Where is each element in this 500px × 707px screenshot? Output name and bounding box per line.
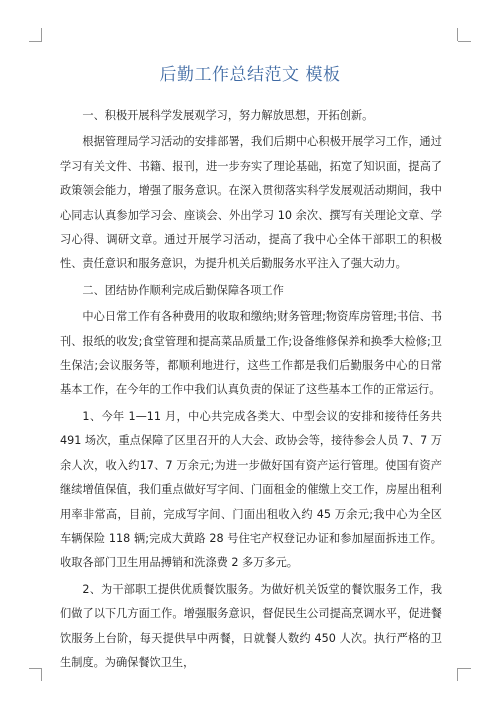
crop-mark-top-left-vertical [41,28,42,41]
body-paragraph: 根据管理局学习活动的安排部署，我们后期中心积极开展学习工作，通过学习有关文件、书籍、报刊，进一步夯实了理论基础，拓宽了知识面，提高了政策领会能力，增强了服务意识。在深入贯彻落实科学发展观活动期间，我中心同志认真参加学习会、座谈会、外出学习 10 余次、撰写有关理论文章、学习心得、调研文章。通过开展学习活动，提高了我中心全体干部职工的积极性、责任意识和服务意识，为提升机关后勤服务水平注入了强大动力。 [60,135,442,271]
crop-mark-bottom-right-horizontal [458,668,471,669]
document-body [60,104,442,677]
crop-mark-top-left-horizontal [29,41,42,42]
section-heading-1: 一、积极开展科学发展观学习，努力解放思想，开拓创新。 [82,109,374,122]
crop-mark-bottom-right-vertical [457,668,458,681]
crop-mark-top-right-vertical [457,28,458,41]
body-paragraph: 1、今年 1—11 月，中心共完成各类大、中型会议的安排和接待任务共 491 场次，重点保障了区里召开的人大会、政协会等，接待参会人员 7、7 万余人次，收入约17、7 万余元;为进一步做好国有资产运行管理。使国有资产继续增值保值，我们重点做好写字间、门面租金的催缴上交工作，房屋出租利用率非常高，目前，完成写字间、门面出租收入约 45 万余元;我中心为全区车辆保险 118 辆;完成大黄路 28 号住宅产权登记办证和参加屋面拆违工作。收取各部门卫生用品搏销和洗涤费 2 多万多元。 [60,409,442,570]
section-heading-2: 二、团结协作顺利完成后勤保障各项工作 [82,283,284,297]
document-title: 后勤工作总结范文 模板 [159,65,341,85]
crop-mark-bottom-left-horizontal [29,668,42,669]
body-paragraph: 2、为干部职工提供优质餐饮服务。为做好机关饭堂的餐饮服务工作，我们做了以下几方面工作。增强服务意识，督促民生公司提高烹调水平，促进餐饮服务上台阶，每天提供早中两餐，日就餐人数约 450 人次。执行严格的卫生制度。为确保餐饮卫生， [60,582,442,669]
body-paragraph: 中心日常工作有各种费用的收取和缴纳;财务管理;物资库房管理;书信、书刊、报纸的收发;食堂管理和提高菜品质量工作;设备维修保养和换季大检修;卫生保洁;会议服务等，都顺利地进行，这些工作都是我们后勤服务中心的日常基本工作，在今年的工作中我们认真负责的保证了这些基本工作的正常运行。 [60,310,442,397]
crop-mark-bottom-left-vertical [41,668,42,681]
crop-mark-top-right-horizontal [458,41,471,42]
